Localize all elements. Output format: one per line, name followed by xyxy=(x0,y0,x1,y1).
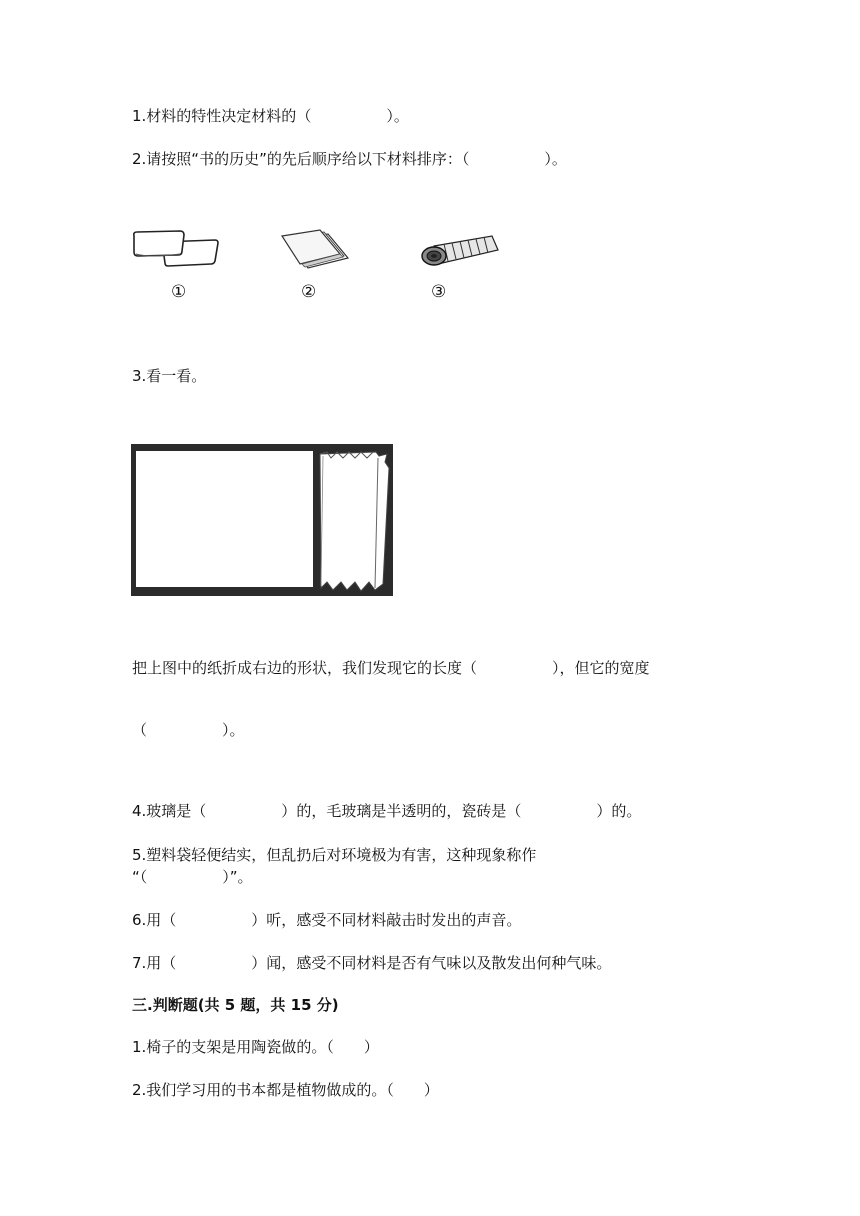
bamboo-scroll-icon xyxy=(422,236,498,265)
question-6: 6.用（ ）听，感受不同材料敲击时发出的声音。 xyxy=(132,911,522,929)
question-2: 2.请按照“书的历史”的先后顺序给以下材料排序：（ ）。 xyxy=(132,150,567,168)
question-7: 7.用（ ）闻，感受不同材料是否有气味以及散发出何种气味。 xyxy=(132,954,612,972)
question-5-line1: 5.塑料袋轻便结实，但乱扔后对环境极为有害，这种现象称作 xyxy=(132,846,537,864)
figure-label-1: ① xyxy=(171,282,187,302)
judgment-item-2: 2.我们学习用的书本都是植物做成的。（ ） xyxy=(132,1081,439,1099)
judgment-item-1: 1.椅子的支架是用陶瓷做的。（ ） xyxy=(132,1038,379,1056)
question-3-text-line2: （ ）。 xyxy=(132,721,245,739)
figure-label-2: ② xyxy=(301,282,317,302)
question-4: 4.玻璃是（ ）的，毛玻璃是半透明的，瓷砖是（ ）的。 xyxy=(132,802,642,820)
question-5-line2: “（ ）”。 xyxy=(132,868,253,886)
section-3-title: 三.判断题(共 5 题，共 15 分) xyxy=(132,996,339,1014)
question-1: 1.材料的特性决定材料的（ ）。 xyxy=(132,107,409,125)
question-3-text-line1: 把上图中的纸折成右边的形状，我们发现它的长度（ ），但它的宽度 xyxy=(132,659,650,677)
writing-materials-figure xyxy=(130,228,500,278)
folded-paper-illustration xyxy=(131,444,393,596)
clay-tablets-icon xyxy=(134,231,218,266)
question-3: 3.看一看。 xyxy=(132,367,207,385)
paper-sheets-icon xyxy=(282,230,348,268)
figure-label-3: ③ xyxy=(431,282,447,302)
